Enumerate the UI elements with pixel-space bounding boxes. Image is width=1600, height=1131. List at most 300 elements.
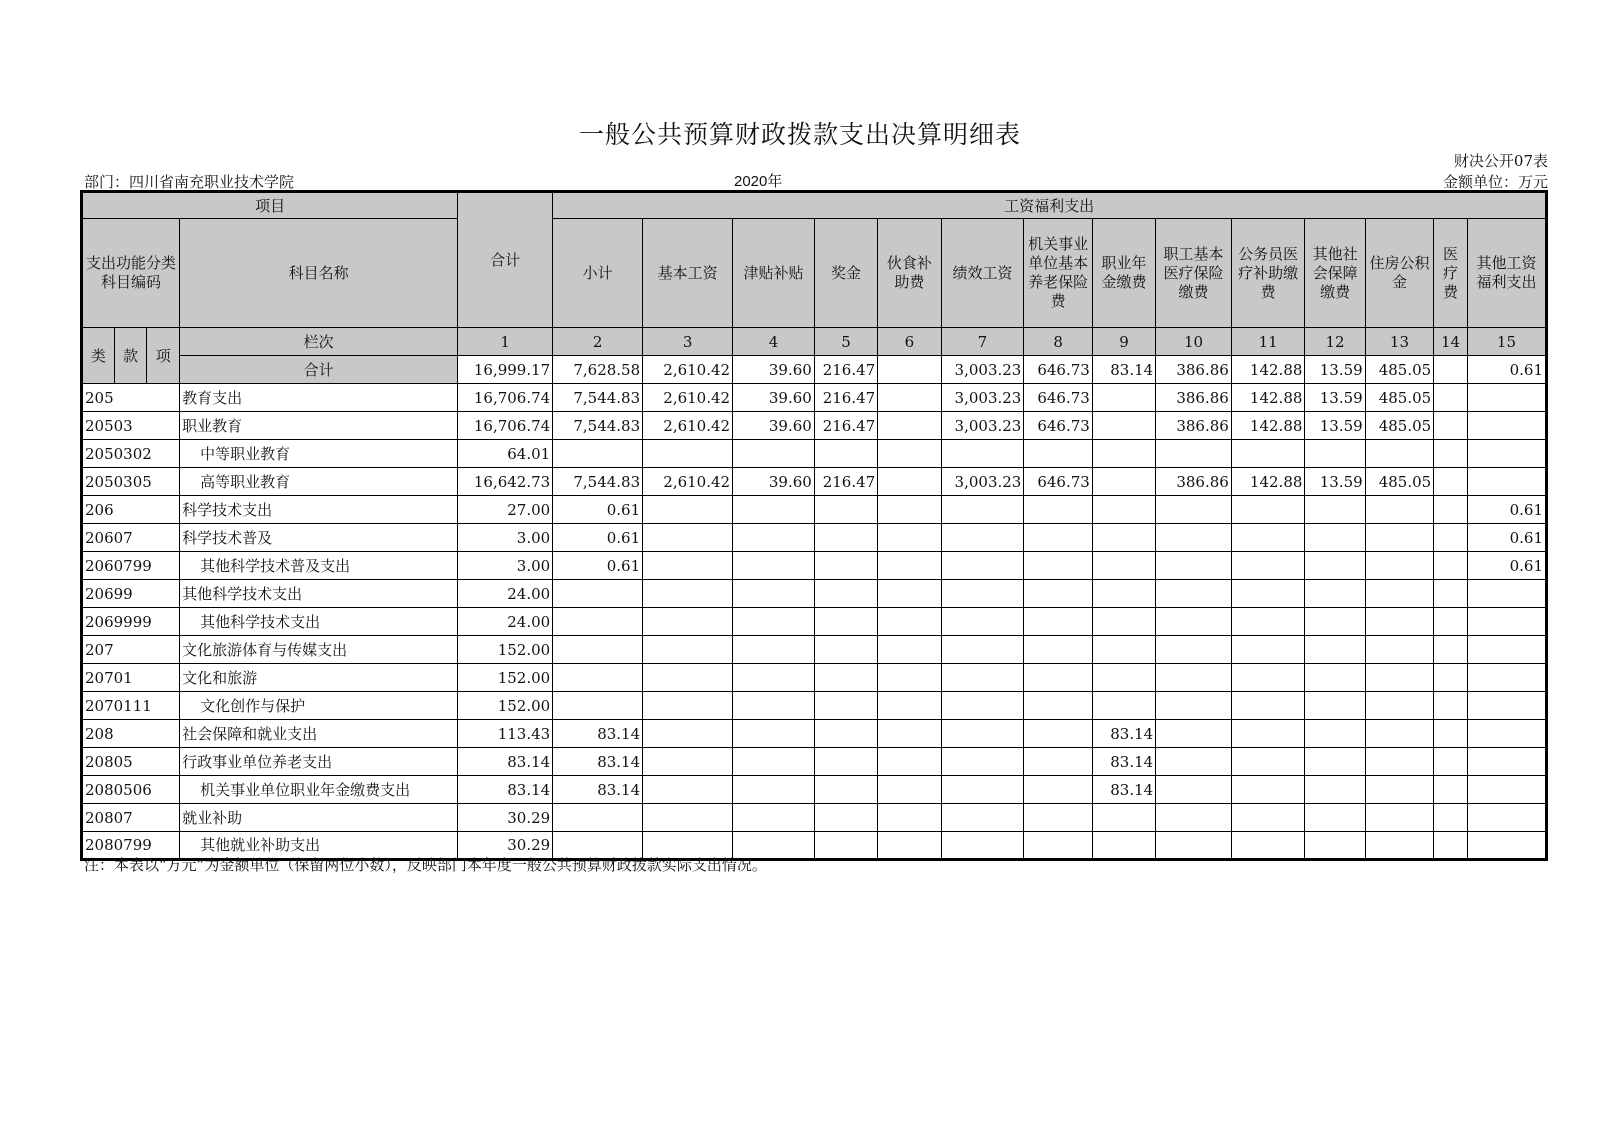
value-cell xyxy=(1365,720,1433,748)
value-cell xyxy=(1092,552,1155,580)
value-cell xyxy=(733,524,815,552)
header-col-medical-insurance: 职工基本医疗保险缴费 xyxy=(1156,219,1232,328)
value-cell xyxy=(1434,412,1468,440)
value-cell: 2,610.42 xyxy=(643,412,733,440)
value-cell xyxy=(733,776,815,804)
value-cell xyxy=(1467,468,1546,496)
value-cell: 7,544.83 xyxy=(553,468,643,496)
value-cell xyxy=(814,552,877,580)
header-col-civil-servant-medical: 公务员医疗补助缴费 xyxy=(1231,219,1305,328)
value-cell xyxy=(1024,720,1092,748)
value-cell xyxy=(1305,692,1365,720)
value-cell xyxy=(1434,468,1468,496)
value-cell xyxy=(878,552,941,580)
value-cell xyxy=(1434,832,1468,860)
value-cell xyxy=(878,664,941,692)
value-cell xyxy=(1231,524,1305,552)
header-subject-name: 科目名称 xyxy=(180,219,458,328)
header-col-other-social-security: 其他社会保障缴费 xyxy=(1305,219,1365,328)
expenditure-table xyxy=(80,190,1548,861)
value-cell xyxy=(1024,524,1092,552)
value-cell xyxy=(1231,636,1305,664)
value-cell xyxy=(1231,552,1305,580)
value-cell xyxy=(1305,804,1365,832)
value-cell: 13.59 xyxy=(1305,412,1365,440)
header-col-housing-fund: 住房公积金 xyxy=(1365,219,1433,328)
value-cell xyxy=(643,524,733,552)
value-cell xyxy=(553,692,643,720)
table-row xyxy=(82,776,1547,804)
value-cell xyxy=(878,440,941,468)
value-cell: 30.29 xyxy=(458,804,553,832)
header-col-meal-subsidy: 伙食补助费 xyxy=(878,219,941,328)
value-cell xyxy=(941,776,1024,804)
value-cell xyxy=(1024,832,1092,860)
value-cell xyxy=(1024,496,1092,524)
value-cell: 39.60 xyxy=(733,468,815,496)
subject-name: 教育支出 xyxy=(180,384,458,412)
subject-name: 文化和旅游 xyxy=(180,664,458,692)
value-cell: 142.88 xyxy=(1231,468,1305,496)
value-cell xyxy=(1305,776,1365,804)
value-cell xyxy=(643,552,733,580)
value-cell: 386.86 xyxy=(1156,384,1232,412)
value-cell xyxy=(1305,636,1365,664)
subject-name: 就业补助 xyxy=(180,804,458,832)
value-cell xyxy=(643,580,733,608)
value-cell xyxy=(814,664,877,692)
subject-name: 其他科学技术普及支出 xyxy=(180,552,458,580)
value-cell xyxy=(1365,524,1433,552)
header-lei: 类 xyxy=(82,328,115,384)
value-cell xyxy=(1156,608,1232,636)
value-cell xyxy=(1365,580,1433,608)
value-cell xyxy=(814,832,877,860)
value-cell xyxy=(1092,384,1155,412)
value-cell xyxy=(1024,804,1092,832)
value-cell xyxy=(1434,440,1468,468)
value-cell: 2,610.42 xyxy=(643,468,733,496)
value-cell xyxy=(814,720,877,748)
value-cell: 152.00 xyxy=(458,664,553,692)
value-cell xyxy=(814,748,877,776)
value-cell xyxy=(878,776,941,804)
footnote: 注：本表以“万元”为金额单位（保留两位小数），反映部门本年度一般公共预算财政拨款实际支出情况。 xyxy=(84,856,767,874)
header-col-bonus: 奖金 xyxy=(814,219,877,328)
subject-name: 其他科学技术支出 xyxy=(180,608,458,636)
col-number: 3 xyxy=(643,328,733,356)
value-cell: 30.29 xyxy=(458,832,553,860)
value-cell xyxy=(814,524,877,552)
value-cell: 83.14 xyxy=(1092,720,1155,748)
value-cell xyxy=(1434,524,1468,552)
table-row xyxy=(82,748,1547,776)
value-cell: 3,003.23 xyxy=(941,468,1024,496)
value-cell xyxy=(814,440,877,468)
value-cell: 64.01 xyxy=(458,440,553,468)
value-cell: 83.14 xyxy=(458,776,553,804)
value-cell: 39.60 xyxy=(733,412,815,440)
value-cell xyxy=(878,720,941,748)
value-cell xyxy=(643,748,733,776)
value-cell xyxy=(1434,580,1468,608)
value-cell xyxy=(733,692,815,720)
value-cell xyxy=(814,636,877,664)
value-cell xyxy=(1231,440,1305,468)
value-cell xyxy=(1305,524,1365,552)
value-cell xyxy=(1156,496,1232,524)
value-cell xyxy=(1231,608,1305,636)
value-cell xyxy=(878,832,941,860)
value-cell xyxy=(1467,412,1546,440)
value-cell xyxy=(553,804,643,832)
value-cell xyxy=(1156,552,1232,580)
value-cell xyxy=(1231,664,1305,692)
subject-name: 科学技术支出 xyxy=(180,496,458,524)
value-cell xyxy=(1156,692,1232,720)
value-cell xyxy=(1092,664,1155,692)
value-cell: 3.00 xyxy=(458,524,553,552)
value-cell xyxy=(1467,748,1546,776)
col-number: 9 xyxy=(1092,328,1155,356)
subject-name: 其他就业补助支出 xyxy=(180,832,458,860)
value-cell xyxy=(941,664,1024,692)
value-cell: 83.14 xyxy=(553,748,643,776)
value-cell xyxy=(1092,496,1155,524)
value-cell xyxy=(1434,496,1468,524)
value-cell xyxy=(878,608,941,636)
value-cell xyxy=(878,580,941,608)
subject-name: 文化创作与保护 xyxy=(180,692,458,720)
table-row xyxy=(82,580,1547,608)
value-cell xyxy=(1434,720,1468,748)
col-number: 1 xyxy=(458,328,553,356)
col-number: 14 xyxy=(1434,328,1468,356)
table-row xyxy=(82,412,1547,440)
value-cell xyxy=(878,748,941,776)
value-cell xyxy=(941,524,1024,552)
value-cell: 216.47 xyxy=(814,384,877,412)
value-cell: 13.59 xyxy=(1305,384,1365,412)
value-cell: 386.86 xyxy=(1156,412,1232,440)
value-cell xyxy=(1434,636,1468,664)
total-cell: 16,999.17 xyxy=(458,356,553,384)
value-cell xyxy=(1434,776,1468,804)
table-row xyxy=(82,496,1547,524)
value-cell xyxy=(1231,580,1305,608)
subject-name: 行政事业单位养老支出 xyxy=(180,748,458,776)
value-cell xyxy=(941,440,1024,468)
subject-code: 20805 xyxy=(82,748,180,776)
table-row xyxy=(82,384,1547,412)
value-cell xyxy=(941,552,1024,580)
total-cell: 39.60 xyxy=(733,356,815,384)
value-cell xyxy=(1024,692,1092,720)
subject-name: 社会保障和就业支出 xyxy=(180,720,458,748)
value-cell: 83.14 xyxy=(1092,776,1155,804)
year-label: 2020年 xyxy=(734,173,783,190)
total-cell: 7,628.58 xyxy=(553,356,643,384)
value-cell xyxy=(733,804,815,832)
value-cell: 16,706.74 xyxy=(458,384,553,412)
subject-name: 其他科学技术支出 xyxy=(180,580,458,608)
value-cell xyxy=(1434,552,1468,580)
value-cell xyxy=(1365,832,1433,860)
subject-name: 机关事业单位职业年金缴费支出 xyxy=(180,776,458,804)
value-cell xyxy=(1156,832,1232,860)
value-cell xyxy=(1305,608,1365,636)
value-cell: 485.05 xyxy=(1365,384,1433,412)
value-cell xyxy=(1231,776,1305,804)
subject-code: 208 xyxy=(82,720,180,748)
value-cell: 2,610.42 xyxy=(643,384,733,412)
value-cell xyxy=(941,496,1024,524)
value-cell xyxy=(941,692,1024,720)
value-cell xyxy=(1024,440,1092,468)
value-cell xyxy=(1467,664,1546,692)
value-cell: 386.86 xyxy=(1156,468,1232,496)
value-cell xyxy=(1092,608,1155,636)
value-cell xyxy=(1092,524,1155,552)
subject-code: 20607 xyxy=(82,524,180,552)
value-cell: 3,003.23 xyxy=(941,384,1024,412)
col-number: 5 xyxy=(814,328,877,356)
col-number: 8 xyxy=(1024,328,1092,356)
table-row xyxy=(82,608,1547,636)
value-cell: 0.61 xyxy=(1467,524,1546,552)
subject-code: 2080799 xyxy=(82,832,180,860)
value-cell: 646.73 xyxy=(1024,412,1092,440)
col-number: 11 xyxy=(1231,328,1305,356)
value-cell xyxy=(878,468,941,496)
value-cell xyxy=(878,524,941,552)
value-cell xyxy=(733,496,815,524)
value-cell xyxy=(1092,636,1155,664)
value-cell: 646.73 xyxy=(1024,384,1092,412)
header-project: 项目 xyxy=(82,192,458,219)
value-cell xyxy=(643,496,733,524)
value-cell: 39.60 xyxy=(733,384,815,412)
col-number: 12 xyxy=(1305,328,1365,356)
value-cell xyxy=(643,636,733,664)
value-cell xyxy=(941,720,1024,748)
value-cell xyxy=(733,552,815,580)
value-cell xyxy=(643,664,733,692)
value-cell xyxy=(1156,776,1232,804)
col-number: 10 xyxy=(1156,328,1232,356)
value-cell xyxy=(1092,440,1155,468)
value-cell xyxy=(941,636,1024,664)
total-row xyxy=(82,356,1547,384)
page-title: 一般公共预算财政拨款支出决算明细表 xyxy=(578,120,1021,149)
total-cell: 386.86 xyxy=(1156,356,1232,384)
col-number: 4 xyxy=(733,328,815,356)
value-cell xyxy=(733,580,815,608)
value-cell xyxy=(878,636,941,664)
value-cell xyxy=(1434,664,1468,692)
total-cell: 142.88 xyxy=(1231,356,1305,384)
value-cell xyxy=(1365,664,1433,692)
header-func-code: 支出功能分类科目编码 xyxy=(82,219,180,328)
total-cell: 2,610.42 xyxy=(643,356,733,384)
value-cell xyxy=(1365,496,1433,524)
subject-name: 职业教育 xyxy=(180,412,458,440)
value-cell xyxy=(733,664,815,692)
total-cell: 485.05 xyxy=(1365,356,1433,384)
subject-code: 20807 xyxy=(82,804,180,832)
value-cell xyxy=(643,608,733,636)
table-row xyxy=(82,524,1547,552)
value-cell: 0.61 xyxy=(1467,496,1546,524)
total-cell: 216.47 xyxy=(814,356,877,384)
value-cell xyxy=(1024,776,1092,804)
subject-code: 2050305 xyxy=(82,468,180,496)
col-number: 7 xyxy=(941,328,1024,356)
value-cell xyxy=(553,636,643,664)
subject-code: 2070111 xyxy=(82,692,180,720)
value-cell: 485.05 xyxy=(1365,468,1433,496)
value-cell xyxy=(1156,580,1232,608)
value-cell xyxy=(553,440,643,468)
value-cell xyxy=(733,636,815,664)
value-cell xyxy=(643,440,733,468)
value-cell: 646.73 xyxy=(1024,468,1092,496)
subject-name: 高等职业教育 xyxy=(180,468,458,496)
value-cell xyxy=(814,496,877,524)
value-cell xyxy=(878,496,941,524)
value-cell xyxy=(1305,832,1365,860)
value-cell xyxy=(643,776,733,804)
value-cell: 83.14 xyxy=(458,748,553,776)
value-cell xyxy=(1467,720,1546,748)
value-cell xyxy=(814,776,877,804)
subject-code: 207 xyxy=(82,636,180,664)
subject-code: 2069999 xyxy=(82,608,180,636)
value-cell: 0.61 xyxy=(553,552,643,580)
value-cell xyxy=(878,412,941,440)
subject-code: 20699 xyxy=(82,580,180,608)
value-cell xyxy=(1305,552,1365,580)
value-cell xyxy=(1231,748,1305,776)
table-row xyxy=(82,468,1547,496)
header-col-occupational-annuity: 职业年金缴费 xyxy=(1092,219,1155,328)
value-cell xyxy=(814,692,877,720)
header-col-pension-insurance: 机关事业单位基本养老保险费 xyxy=(1024,219,1092,328)
table-code: 财决公开07表 xyxy=(1453,152,1548,170)
total-cell xyxy=(878,356,941,384)
value-cell: 16,706.74 xyxy=(458,412,553,440)
header-col-subtotal: 小计 xyxy=(553,219,643,328)
value-cell xyxy=(1024,608,1092,636)
value-cell xyxy=(1092,804,1155,832)
value-cell xyxy=(1467,776,1546,804)
value-cell xyxy=(1305,664,1365,692)
table-row xyxy=(82,636,1547,664)
value-cell: 3.00 xyxy=(458,552,553,580)
value-cell: 16,642.73 xyxy=(458,468,553,496)
value-cell xyxy=(1092,692,1155,720)
value-cell xyxy=(814,804,877,832)
total-cell: 13.59 xyxy=(1305,356,1365,384)
value-cell xyxy=(1156,524,1232,552)
value-cell: 152.00 xyxy=(458,636,553,664)
value-cell: 27.00 xyxy=(458,496,553,524)
col-number: 13 xyxy=(1365,328,1433,356)
value-cell xyxy=(1305,440,1365,468)
header-total: 合计 xyxy=(458,192,553,328)
value-cell: 152.00 xyxy=(458,692,553,720)
value-cell: 24.00 xyxy=(458,580,553,608)
value-cell xyxy=(1092,468,1155,496)
value-cell xyxy=(1467,692,1546,720)
value-cell xyxy=(878,692,941,720)
value-cell xyxy=(1024,748,1092,776)
value-cell xyxy=(553,664,643,692)
value-cell xyxy=(1467,608,1546,636)
value-cell: 83.14 xyxy=(553,776,643,804)
value-cell xyxy=(1467,384,1546,412)
value-cell xyxy=(1365,440,1433,468)
value-cell xyxy=(1024,664,1092,692)
subject-code: 2050302 xyxy=(82,440,180,468)
value-cell: 13.59 xyxy=(1305,468,1365,496)
table-row xyxy=(82,720,1547,748)
value-cell xyxy=(941,832,1024,860)
subject-code: 20701 xyxy=(82,664,180,692)
table-row xyxy=(82,664,1547,692)
value-cell xyxy=(1231,832,1305,860)
department-label: 部门：四川省南充职业技术学院 xyxy=(84,173,295,191)
value-cell xyxy=(1092,832,1155,860)
value-cell: 485.05 xyxy=(1365,412,1433,440)
table-row xyxy=(82,440,1547,468)
value-cell xyxy=(878,804,941,832)
value-cell xyxy=(1092,412,1155,440)
value-cell xyxy=(1305,580,1365,608)
value-cell xyxy=(1156,804,1232,832)
value-cell xyxy=(941,748,1024,776)
total-cell: 83.14 xyxy=(1092,356,1155,384)
value-cell xyxy=(1024,552,1092,580)
value-cell xyxy=(1467,636,1546,664)
total-cell: 646.73 xyxy=(1024,356,1092,384)
value-cell xyxy=(1156,748,1232,776)
subject-code: 206 xyxy=(82,496,180,524)
value-cell xyxy=(1434,384,1468,412)
value-cell xyxy=(1024,636,1092,664)
header-xiang: 项 xyxy=(147,328,180,384)
value-cell: 142.88 xyxy=(1231,384,1305,412)
subject-code: 2080506 xyxy=(82,776,180,804)
value-cell xyxy=(733,748,815,776)
value-cell xyxy=(1305,748,1365,776)
value-cell: 0.61 xyxy=(1467,552,1546,580)
value-cell xyxy=(1434,748,1468,776)
value-cell xyxy=(643,692,733,720)
value-cell xyxy=(1365,552,1433,580)
value-cell: 3,003.23 xyxy=(941,412,1024,440)
value-cell xyxy=(1365,608,1433,636)
value-cell xyxy=(1156,720,1232,748)
value-cell xyxy=(1467,832,1546,860)
value-cell xyxy=(1467,440,1546,468)
subject-name: 中等职业教育 xyxy=(180,440,458,468)
value-cell: 7,544.83 xyxy=(553,412,643,440)
value-cell xyxy=(814,580,877,608)
value-cell xyxy=(1156,440,1232,468)
value-cell xyxy=(643,804,733,832)
value-cell xyxy=(941,580,1024,608)
